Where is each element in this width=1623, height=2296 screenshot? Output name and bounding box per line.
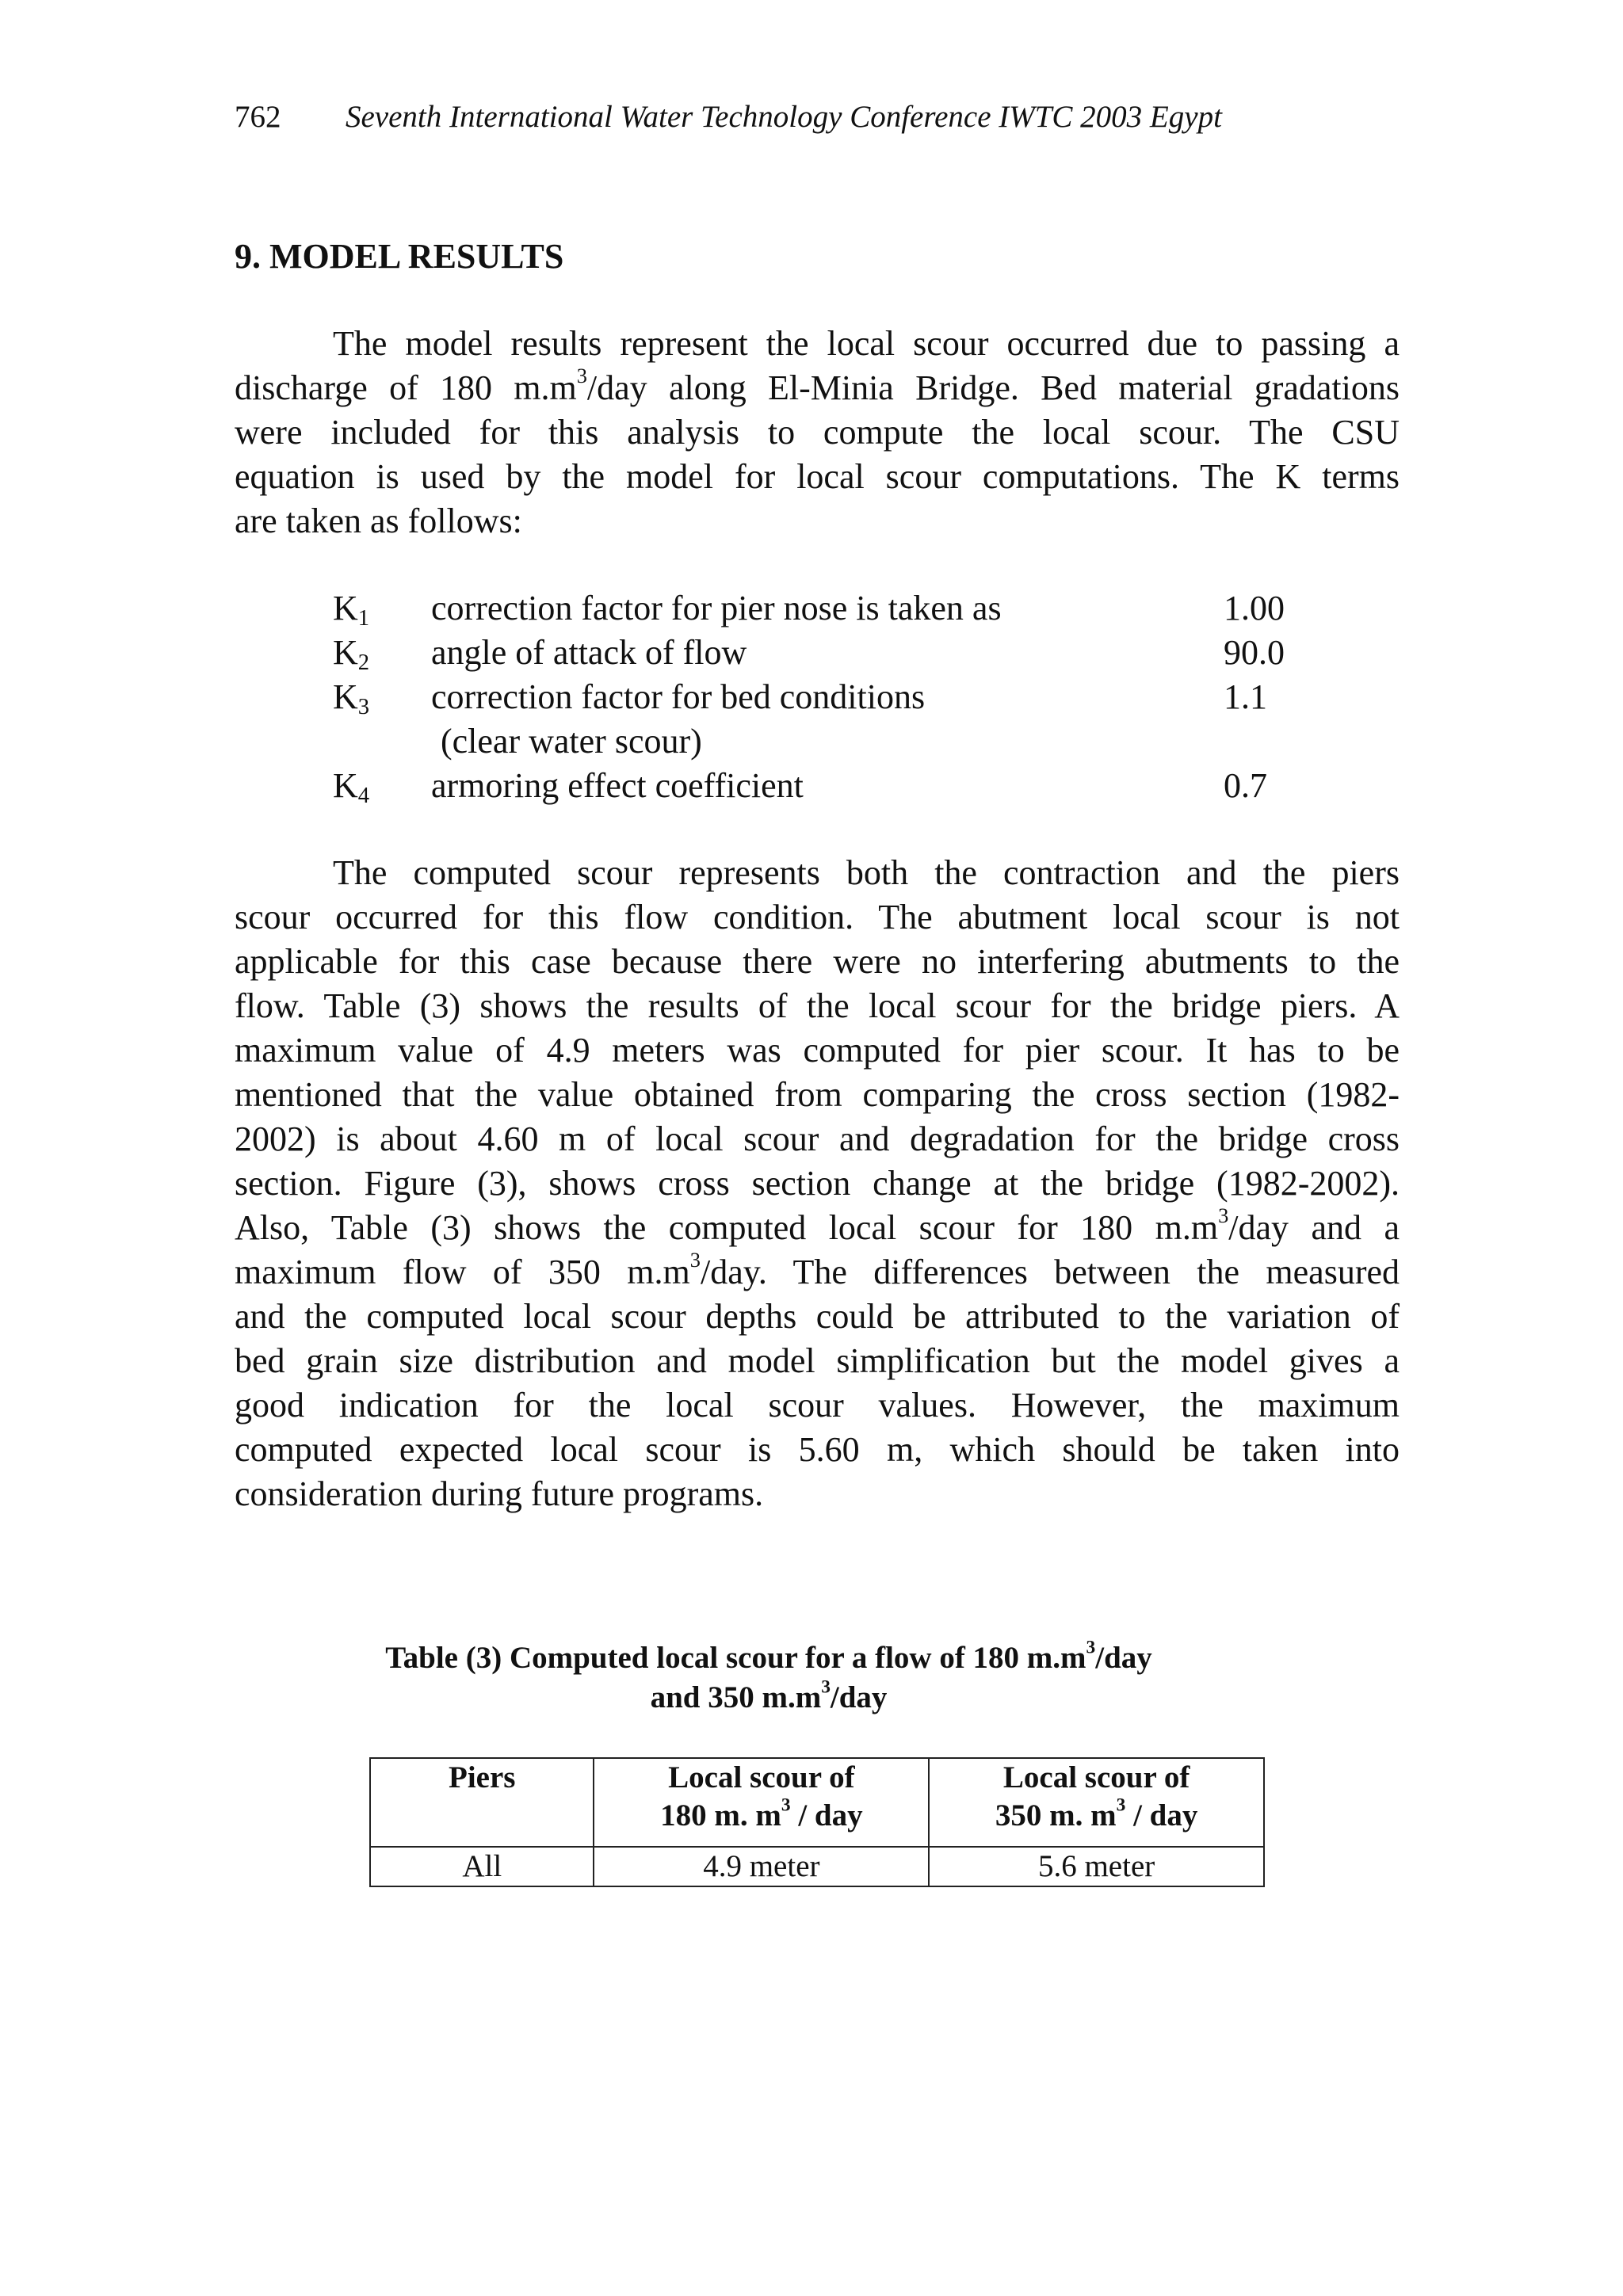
- paragraph-scour-discussion: [235, 851, 1400, 1516]
- text-line: 2002) is about 4.60 m of local scour and degradation for the bridge cross: [235, 1119, 1400, 1158]
- text-line: equation is used by the model for local scour computations. The K terms: [235, 457, 1400, 496]
- k-value: 0.7: [1224, 766, 1267, 805]
- k-description: angle of attack of flow: [431, 633, 747, 672]
- k-note: (clear water scour): [441, 722, 702, 761]
- k-value: 90.0: [1224, 633, 1285, 672]
- text-line: maximum flow of 350 $m.m^3$/day. The differences between the measured: [235, 1247, 1400, 1291]
- k-term-row: [333, 764, 1363, 808]
- text-line: bed grain size distribution and model simplification but the model gives a: [235, 1341, 1400, 1380]
- table-row: [370, 1847, 1264, 1886]
- caption-line: Table (3) Computed local scour for a flow of 180 $m.m^3$/day: [385, 1637, 1152, 1675]
- text-line: maximum value of 4.9 meters was computed for pier scour. It has to be: [235, 1031, 1400, 1070]
- k-symbol: $K_1$: [333, 589, 370, 631]
- text-line: discharge of 180 $m.m^3$/day along El-Minia Bridge. Bed material gradations: [235, 363, 1400, 407]
- k-symbol: $K_2$: [333, 633, 370, 676]
- caption-line: and 350 $m.m^3$/day: [650, 1676, 888, 1714]
- k-description: armoring effect coefficient: [431, 766, 804, 805]
- k-value: 1.00: [1224, 589, 1285, 627]
- text-line: mentioned that the value obtained from comparing the cross section (1982-: [235, 1075, 1400, 1114]
- text-line: flow. Table (3) shows the results of the local scour for the bridge piers. A: [235, 986, 1400, 1025]
- column-header-scour-350: Local scour of 350 m. $m^3$ / day: [929, 1758, 1264, 1847]
- page-number: 762: [235, 100, 281, 134]
- text-line: consideration during future programs.: [235, 1474, 764, 1513]
- text-line: and the computed local scour depths could be attributed to the variation of: [235, 1297, 1400, 1336]
- k-symbol: $K_3$: [333, 677, 370, 720]
- table-cell: All: [370, 1847, 594, 1886]
- scour-table: [369, 1757, 1265, 1887]
- k-term-note-row: [333, 719, 1363, 764]
- text-line: The model results represent the local scour occurred due to passing a: [333, 324, 1400, 363]
- text-line: The computed scour represents both the contraction and the piers: [333, 853, 1400, 892]
- k-terms-list: [333, 586, 1363, 808]
- k-term-row: [333, 631, 1363, 675]
- text-line: section. Figure (3), shows cross section change at the bridge (1982-2002).: [235, 1164, 1400, 1203]
- k-symbol: $K_4$: [333, 766, 370, 809]
- column-header-scour-180: Local scour of 180 m. $m^3$ / day: [594, 1758, 929, 1847]
- text-line: are taken as follows:: [235, 502, 522, 540]
- text-line: scour occurred for this flow condition. The abutment local scour is not: [235, 898, 1400, 936]
- text-line: good indication for the local scour values. However, the maximum: [235, 1386, 1400, 1425]
- section-heading: 9. MODEL RESULTS: [235, 237, 564, 276]
- k-term-row: [333, 586, 1363, 631]
- text-line: Also, Table (3) shows the computed local scour for 180 $m.m^3$/day and a: [235, 1203, 1400, 1247]
- k-value: 1.1: [1224, 677, 1267, 716]
- table-caption: [349, 1638, 1189, 1718]
- paragraph-model-results: [235, 322, 1400, 543]
- running-header: [235, 97, 1400, 138]
- text-line: were included for this analysis to compute the local scour. The CSU: [235, 413, 1400, 452]
- k-description: correction factor for pier nose is taken as: [431, 589, 1002, 627]
- table-cell: 5.6 meter: [929, 1847, 1264, 1886]
- k-term-row: [333, 675, 1363, 719]
- text-line: computed expected local scour is 5.60 m, which should be taken into: [235, 1430, 1400, 1469]
- table-cell: 4.9 meter: [594, 1847, 929, 1886]
- k-description: correction factor for bed conditions: [431, 677, 926, 716]
- journal-title: Seventh International Water Technology Conference IWTC 2003 Egypt: [346, 100, 1222, 134]
- text-line: applicable for this case because there were no interfering abutments to the: [235, 942, 1400, 981]
- column-header-piers: Piers: [370, 1758, 594, 1847]
- table-header-row: [370, 1758, 1264, 1847]
